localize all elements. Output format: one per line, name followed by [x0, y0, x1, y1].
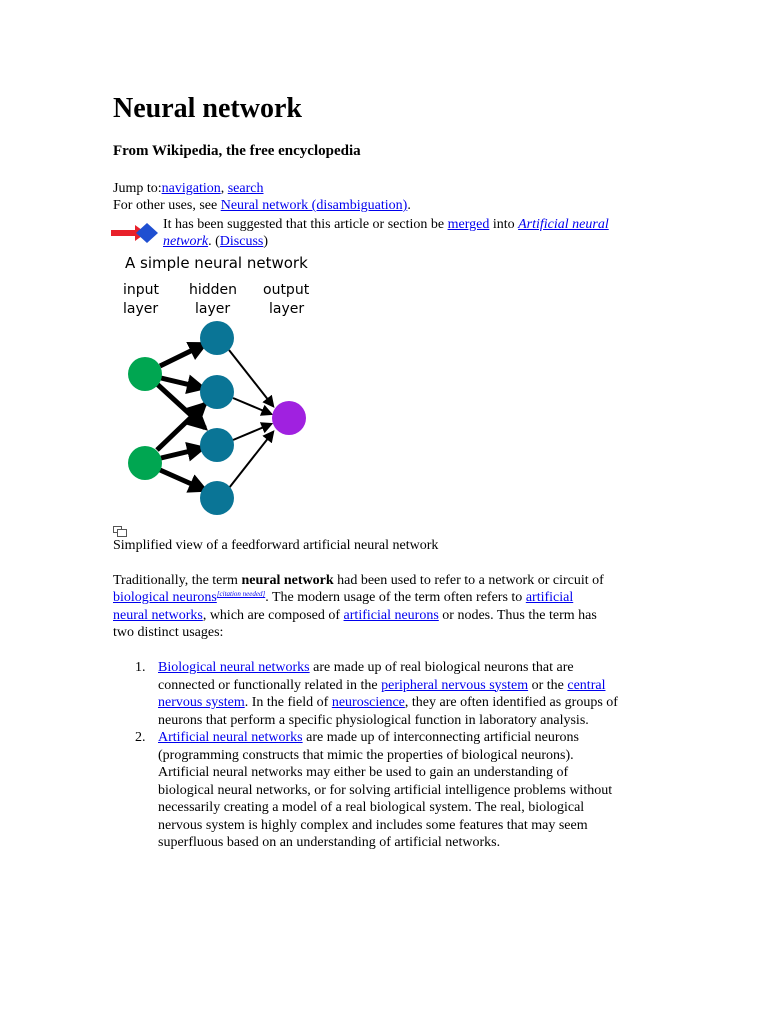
hidden-node-1	[200, 321, 234, 355]
biological-neurons-link[interactable]: biological neurons	[113, 590, 217, 605]
neuroscience-link[interactable]: neuroscience	[331, 695, 405, 710]
hidden-label-2: layer	[195, 301, 231, 317]
disambiguation-link[interactable]: Neural network (disambiguation)	[220, 198, 408, 213]
enlarge-icon[interactable]	[113, 525, 127, 537]
input-node-2	[128, 446, 162, 480]
input-hidden-connections	[157, 344, 205, 490]
output-node	[272, 401, 306, 435]
merge-target-link[interactable]: Artificial neural	[518, 217, 609, 232]
artificial-neurons-link[interactable]: artificial neurons	[343, 608, 439, 623]
biological-neural-networks-link[interactable]: Biological neural networks	[158, 660, 310, 675]
figure-caption: Simplified view of a feedforward artificial neural network	[113, 538, 439, 553]
merge-notice-line1: It has been suggested that this article or section be merged into Artificial neural	[163, 217, 609, 232]
jump-search-link[interactable]: search	[227, 181, 264, 196]
citation-needed-link[interactable]: [citation needed]	[216, 590, 266, 598]
neural-networks-link[interactable]: neural networks	[113, 608, 203, 623]
artificial-neural-networks-link[interactable]: Artificial neural networks	[158, 730, 303, 745]
merge-notice-line2: network. (Discuss)	[163, 234, 269, 249]
hidden-label-1: hidden	[189, 282, 238, 298]
merge-target-link-cont[interactable]: network	[163, 234, 209, 249]
input-label-1: input	[123, 282, 160, 298]
hidden-output-connections	[229, 350, 273, 488]
artificial-link[interactable]: artificial	[525, 590, 574, 605]
intro-line-2: biological neurons[citation needed]. The modern usage of the term often refers to artificial	[113, 590, 574, 605]
hidden-node-2	[200, 375, 234, 409]
list-item: 1. Biological neural networks are made up of real biological neurons that are connected or functionally related in the peripheral nervous system or the central nervous system. In the field of neuroscience, they are often identified as groups of neurons that perform a specific physiological function in laboratory analysis.	[135, 660, 618, 728]
peripheral-nervous-system-link[interactable]: peripheral nervous system	[381, 677, 529, 693]
neural-network-figure[interactable]	[113, 250, 333, 525]
output-label-1: output	[263, 282, 310, 298]
list-number: 1.	[135, 660, 146, 675]
hidden-node-4	[200, 481, 234, 515]
merge-arrow-icon	[110, 222, 160, 244]
intro-line-3: neural networks, which are composed of artificial neurons or nodes. Thus the term has	[113, 608, 597, 623]
input-node-1	[128, 357, 162, 391]
page-subtitle: From Wikipedia, the free encyclopedia	[113, 143, 361, 159]
merged-link[interactable]: merged	[447, 217, 490, 232]
input-label-2: layer	[123, 301, 159, 317]
figure-title: A simple neural network	[125, 254, 308, 272]
discuss-link[interactable]: Discuss	[219, 234, 264, 249]
central-nervous-system-link[interactable]: central	[567, 677, 606, 693]
list-item: 2. Artificial neural networks are made up of interconnecting artificial neurons (programming constructs that mimic the properties of biological neurons). Artificial neural networks may either be used to gain an understanding of biological neural networks, or for solving artificial intelligence problems without necessarily creating a model of a real biological system. The real, biological nervous system is highly complex and includes some features that may seem superfluous based on an understanding of artificial networks.	[135, 730, 613, 850]
page-title: Neural network	[113, 93, 302, 124]
intro-line-4: two distinct usages:	[113, 625, 224, 640]
other-uses-hatnote: For other uses, see Neural network (disambiguation).	[113, 198, 411, 213]
list-number: 2.	[135, 730, 146, 745]
central-nervous-system-link-cont[interactable]: nervous system	[158, 695, 245, 710]
output-label-2: layer	[269, 301, 305, 317]
jump-to: Jump to:navigation, search	[113, 181, 264, 196]
intro-line-1: Traditionally, the term neural network had been used to refer to a network or circuit of	[113, 573, 604, 588]
jump-navigation-link[interactable]: navigation	[161, 181, 221, 196]
hidden-node-3	[200, 428, 234, 462]
